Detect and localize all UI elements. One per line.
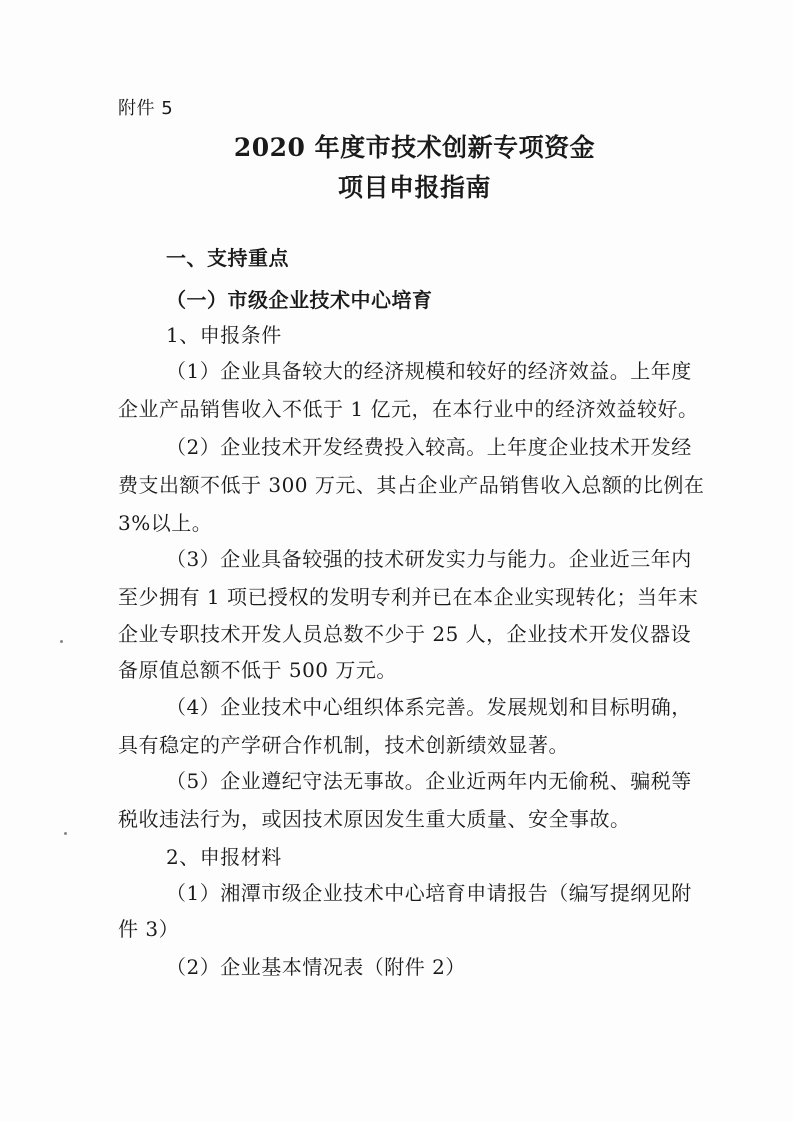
paragraph-line: （1）企业具备较大的经济规模和较好的经济效益。上年度 [166,359,692,383]
paragraph-line: 具有稳定的产学研合作机制，技术创新绩效显著。 [118,733,569,757]
paragraph-line: （3）企业具备较强的技术研发实力与能力。企业近三年内 [166,547,692,571]
paragraph-line: （5）企业遵纪守法无事故。企业近两年内无偷税、骗税等 [166,769,692,793]
paragraph-line: 费支出额不低于 300 万元、其占企业产品销售收入总额的比例在 [118,473,705,497]
paragraph-line: （2）企业基本情况表（附件 2） [166,955,466,979]
section-heading: 一、支持重点 [166,246,289,270]
scan-speck [64,832,67,835]
paragraph-line: 企业专职技术开发人员总数不少于 25 人，企业技术开发仪器设 [118,622,692,646]
paragraph-line: 至少拥有 1 项已授权的发明专利并已在本企业实现转化；当年末 [118,585,699,609]
paragraph-line: 3%以上。 [118,511,213,535]
paragraph-line: 企业产品销售收入不低于 1 亿元，在本行业中的经济效益较好。 [118,397,699,421]
conditions-heading: 1、申报条件 [166,323,282,347]
paragraph-line: （1）湘潭市级企业技术中心培育申请报告（编写提纲见附 [166,881,692,905]
document-title-line-1: 2020 年度市技术创新专项资金 [233,133,596,162]
attachment-label: 附件 5 [118,98,174,119]
paragraph-line: 税收违法行为，或因技术原因发生重大质量、安全事故。 [118,807,631,831]
subsection-heading: （一）市级企业技术中心培育 [166,288,433,312]
paragraph-line: 件 3） [118,917,180,941]
materials-heading: 2、申报材料 [166,845,282,869]
paragraph-line: （4）企业技术中心组织体系完善。发展规划和目标明确， [166,695,692,719]
document-title-line-2: 项目申报指南 [337,173,491,202]
scan-speck [60,640,63,643]
paragraph-line: （2）企业技术开发经费投入较高。上年度企业技术开发经 [166,435,692,459]
paragraph-line: 备原值总额不低于 500 万元。 [118,658,397,682]
